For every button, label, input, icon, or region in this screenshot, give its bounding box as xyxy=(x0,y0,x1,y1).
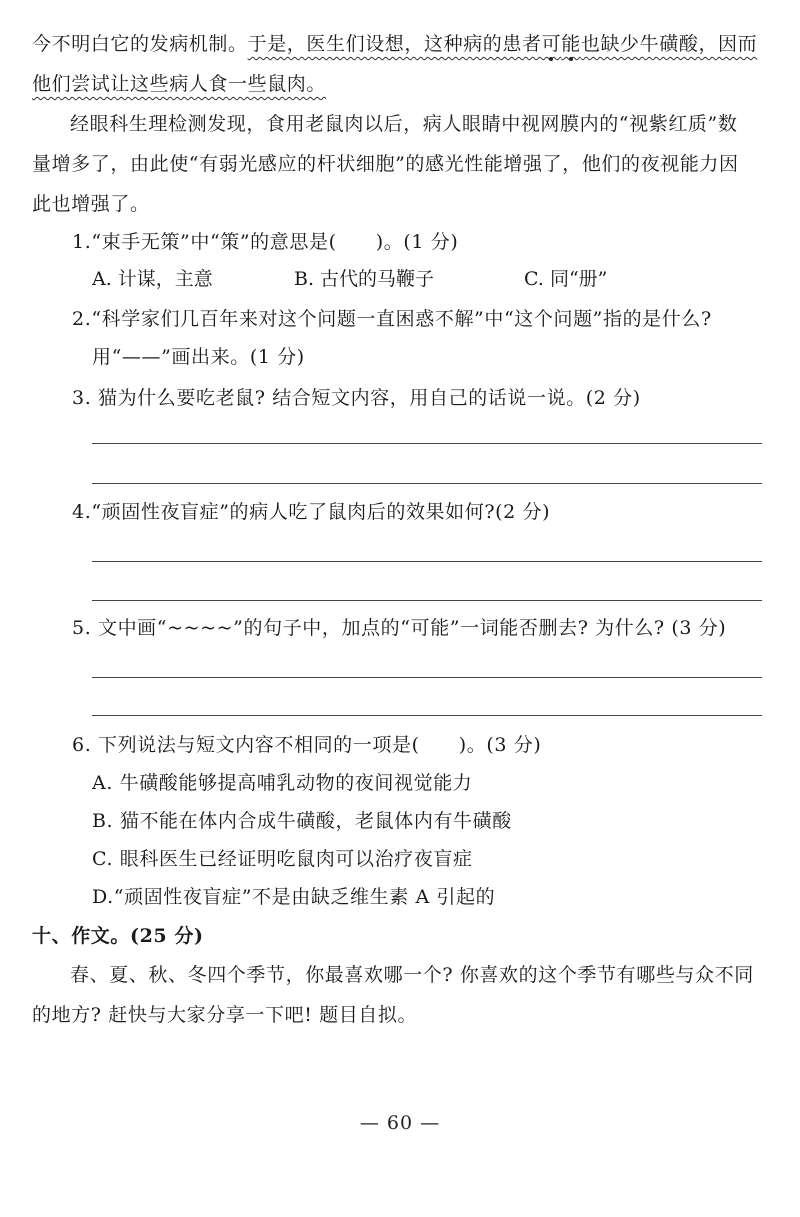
passage-line-1 xyxy=(32,30,757,58)
passage-paragraph-line: 量增多了，由此使“有弱光感应的杆状细胞”的感光性能增强了，他们的夜视能力因 xyxy=(32,153,739,175)
wavy-underlined-sentence: 于是，医生们设想，这种病的患者可能也缺少牛磺酸，因而 xyxy=(247,33,758,55)
answer-line[interactable] xyxy=(92,600,762,601)
answer-line[interactable] xyxy=(92,561,762,562)
option-d: D.“顽固性夜盲症”不是由缺乏维生素 A 引起的 xyxy=(92,886,496,908)
question-4: 4.“顽固性夜盲症”的病人吃了鼠肉后的效果如何?(2 分) xyxy=(72,501,551,523)
question-2: 2.“科学家们几百年来对这个问题一直困惑不解”中“这个问题”指的是什么? xyxy=(72,308,712,330)
emphasis-dot-char: 能 xyxy=(561,33,581,55)
answer-line[interactable] xyxy=(92,677,762,678)
option-c: C. 同“册” xyxy=(524,268,608,290)
question-3: 3. 猫为什么要吃老鼠? 结合短文内容，用自己的话说一说。(2 分) xyxy=(72,387,641,409)
page-number: — 60 — xyxy=(359,1112,441,1134)
passage-paragraph-line: 经眼科生理检测发现，食用老鼠肉以后，病人眼睛中视网膜内的“视紫红质”数 xyxy=(70,113,738,135)
answer-line[interactable] xyxy=(92,715,762,716)
passage-line-2 xyxy=(32,70,326,98)
answer-line[interactable] xyxy=(92,483,762,484)
option-b: B. 古代的马鞭子 xyxy=(294,268,435,290)
passage-text: 今不明白它的发病机制。 xyxy=(32,33,248,55)
option-c: C. 眼科医生已经证明吃鼠肉可以治疗夜盲症 xyxy=(92,848,473,870)
wavy-underlined-sentence: 他们尝试让这些病人食一些鼠肉。 xyxy=(32,73,327,95)
passage-paragraph-line: 此也增强了。 xyxy=(32,193,150,215)
question-1-options xyxy=(92,265,772,293)
question-2-continued: 用“——”画出来。(1 分) xyxy=(92,346,305,368)
option-b: B. 猫不能在体内合成牛磺酸，老鼠体内有牛磺酸 xyxy=(92,810,512,832)
section-heading: 十、作文。(25 分) xyxy=(32,925,204,947)
question-1: 1.“束手无策”中“策”的意思是( )。(1 分) xyxy=(72,231,459,253)
composition-prompt: 的地方? 赶快与大家分享一下吧! 题目自拟。 xyxy=(32,1004,418,1026)
question-5: 5. 文中画“~~~~”的句子中，加点的“可能”一词能否删去? 为什么? (3 分) xyxy=(72,617,727,639)
answer-line[interactable] xyxy=(92,443,762,444)
option-a: A. 计谋，主意 xyxy=(92,268,213,290)
emphasis-dot-char: 可 xyxy=(541,33,562,55)
composition-prompt: 春、夏、秋、冬四个季节，你最喜欢哪一个? 你喜欢的这个季节有哪些与众不同 xyxy=(70,964,754,986)
question-6: 6. 下列说法与短文内容不相同的一项是( )。(3 分) xyxy=(72,734,542,756)
option-a: A. 牛磺酸能够提高哺乳动物的夜间视觉能力 xyxy=(92,772,473,794)
